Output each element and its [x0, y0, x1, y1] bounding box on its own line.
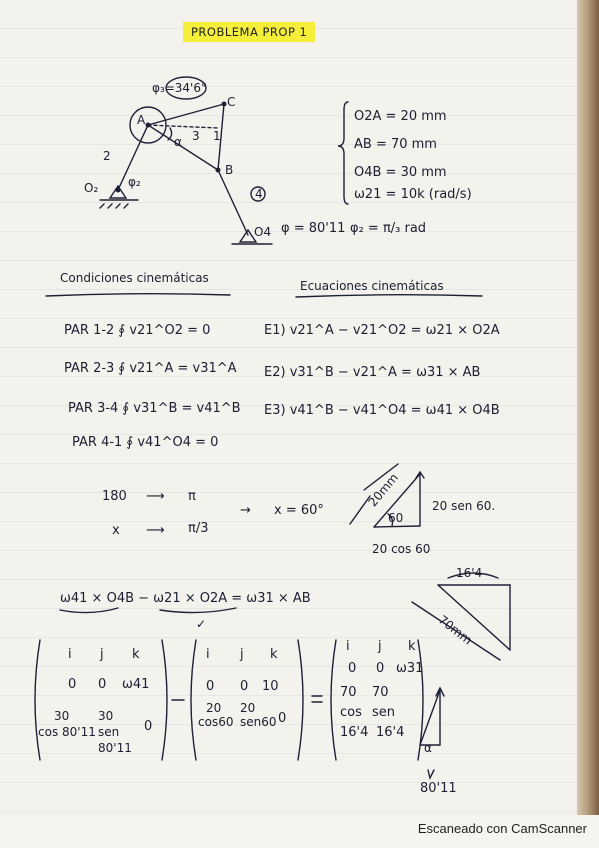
m3-r4-1: cos	[340, 705, 362, 720]
equation-3: E3) v41^B − v41^O4 = ω41 × O4B	[264, 403, 500, 418]
hatch-o2	[100, 204, 128, 208]
m2-r4-2: sen60	[240, 715, 277, 729]
conv-result: x = 60°	[274, 503, 324, 518]
point-a: A	[137, 113, 146, 127]
m2-left	[191, 640, 196, 760]
m3-r2-2: 0	[376, 661, 385, 676]
problem-title: PROBLEMA PROP 1	[183, 22, 315, 42]
point-c: C	[227, 95, 236, 109]
m1-r4-1: cos 80'11	[38, 725, 96, 739]
m1-r2-2: 0	[98, 677, 107, 692]
brace-2	[160, 608, 236, 613]
tri1-side-label: 20 sen 60.	[432, 499, 496, 513]
scanner-footer: Escaneado con CamScanner	[417, 821, 587, 836]
phi3-label: φ₃=34'6°	[152, 81, 207, 95]
m1-r3-1: 30	[54, 709, 70, 723]
phi-value: φ = 80'11	[281, 221, 346, 236]
data-o2a: O2A = 20 mm	[354, 109, 447, 124]
tri2-hyp-label: 70mm	[435, 612, 475, 648]
point-o4: O4	[254, 225, 272, 239]
m1-r5-2: 80'11	[98, 741, 132, 755]
conv-180: 180	[102, 489, 127, 504]
data-brace	[338, 102, 348, 204]
tri1-angle-label: 60	[388, 511, 404, 525]
link-1-label: 1	[213, 129, 221, 143]
data-w21: ω21 = 10k (rad/s)	[354, 187, 472, 202]
conv-pi3: π/3	[188, 521, 209, 536]
cross-equation: ω41 × O4B − ω21 × O2A = ω31 × AB	[60, 591, 311, 606]
m1-r2-3: ω41	[122, 677, 150, 692]
data-o4b: O4B = 30 mm	[354, 165, 447, 180]
m3-k: k	[408, 639, 416, 654]
m2-r4-1: cos60	[198, 715, 234, 729]
m1-r4-2: sen	[98, 725, 120, 739]
condition-1: PAR 1-2 ∮ v21^O2 = 0	[64, 323, 211, 338]
tri1-base	[374, 526, 420, 527]
right-underline	[296, 295, 482, 297]
m3-left	[331, 640, 336, 760]
m1-k: k	[132, 647, 140, 662]
m3-j: j	[378, 639, 382, 654]
m2-r3-1: 20	[206, 701, 222, 715]
equation-2: E2) v31^B − v21^A = ω31 × AB	[264, 365, 481, 380]
m1-r3-2: 30	[98, 709, 114, 723]
point-b: B	[225, 163, 234, 177]
m3-r2-3: ω31	[396, 661, 424, 676]
alpha-label: α	[174, 135, 182, 149]
equation-1: E1) v21^A − v21^O2 = ω21 × O2A	[264, 323, 500, 338]
m2-r4-3: 0	[278, 711, 287, 726]
link-ac	[148, 104, 224, 125]
phi2-mark: φ₂	[128, 175, 141, 189]
m3-r3-1: 70	[340, 685, 357, 700]
m1-r2-1: 0	[68, 677, 77, 692]
tri3-bottom-label: 80'11	[420, 781, 457, 796]
m1-right	[162, 640, 167, 760]
condition-3: PAR 3-4 ∮ v31^B = v41^B	[68, 401, 241, 416]
m3-r5-2: 16'4	[376, 725, 405, 740]
m2-r2-1: 0	[206, 679, 215, 694]
tri1-base-label: 20 cos 60	[372, 542, 431, 556]
ref-line	[148, 125, 218, 128]
m1-r4-3: 0	[144, 719, 153, 734]
m2-right	[298, 640, 303, 760]
point-o2: O₂	[84, 181, 99, 195]
conv-x: x	[112, 523, 120, 538]
m1-j: j	[100, 647, 104, 662]
heading-conditions: Condiciones cinemáticas	[60, 271, 209, 285]
left-underline	[46, 294, 230, 296]
link-4-label: 4	[255, 187, 263, 201]
m1-left	[35, 640, 40, 760]
m2-r3-2: 20	[240, 701, 256, 715]
m1-i: i	[68, 647, 72, 662]
condition-2: PAR 2-3 ∮ v21^A = v31^A	[64, 361, 237, 376]
m2-j: j	[240, 647, 244, 662]
conv-arrow-1: ⟶	[146, 489, 165, 504]
m2-r2-3: 10	[262, 679, 279, 694]
conv-arrow-3: →	[240, 503, 251, 518]
brace-1	[60, 608, 118, 613]
condition-4: PAR 4-1 ∮ v41^O4 = 0	[72, 435, 219, 450]
link-2-label: 2	[103, 149, 111, 163]
m2-k: k	[270, 647, 278, 662]
tri3-angle-label: α	[424, 741, 432, 755]
tri1-hyp-label: 20mm	[365, 470, 402, 510]
check-mark: ✓	[196, 617, 207, 631]
tri3-marker	[428, 770, 434, 778]
conv-arrow-2: ⟶	[146, 523, 165, 538]
data-ab: AB = 70 mm	[354, 137, 437, 152]
link-3-label: 3	[192, 129, 200, 143]
phi2-value: φ₂ = π/₃ rad	[350, 221, 427, 236]
m3-r4-2: sen	[372, 705, 396, 720]
tri2-top-label: 16'4	[456, 566, 483, 580]
m3-r3-2: 70	[372, 685, 389, 700]
conv-pi: π	[188, 489, 196, 504]
link-o4b	[218, 170, 248, 235]
link-ab	[148, 125, 218, 170]
heading-equations: Ecuaciones cinemáticas	[300, 279, 444, 293]
m3-r5-1: 16'4	[340, 725, 369, 740]
m2-i: i	[206, 647, 210, 662]
m3-i: i	[346, 639, 350, 654]
m2-r2-2: 0	[240, 679, 249, 694]
m3-r2-1: 0	[348, 661, 357, 676]
